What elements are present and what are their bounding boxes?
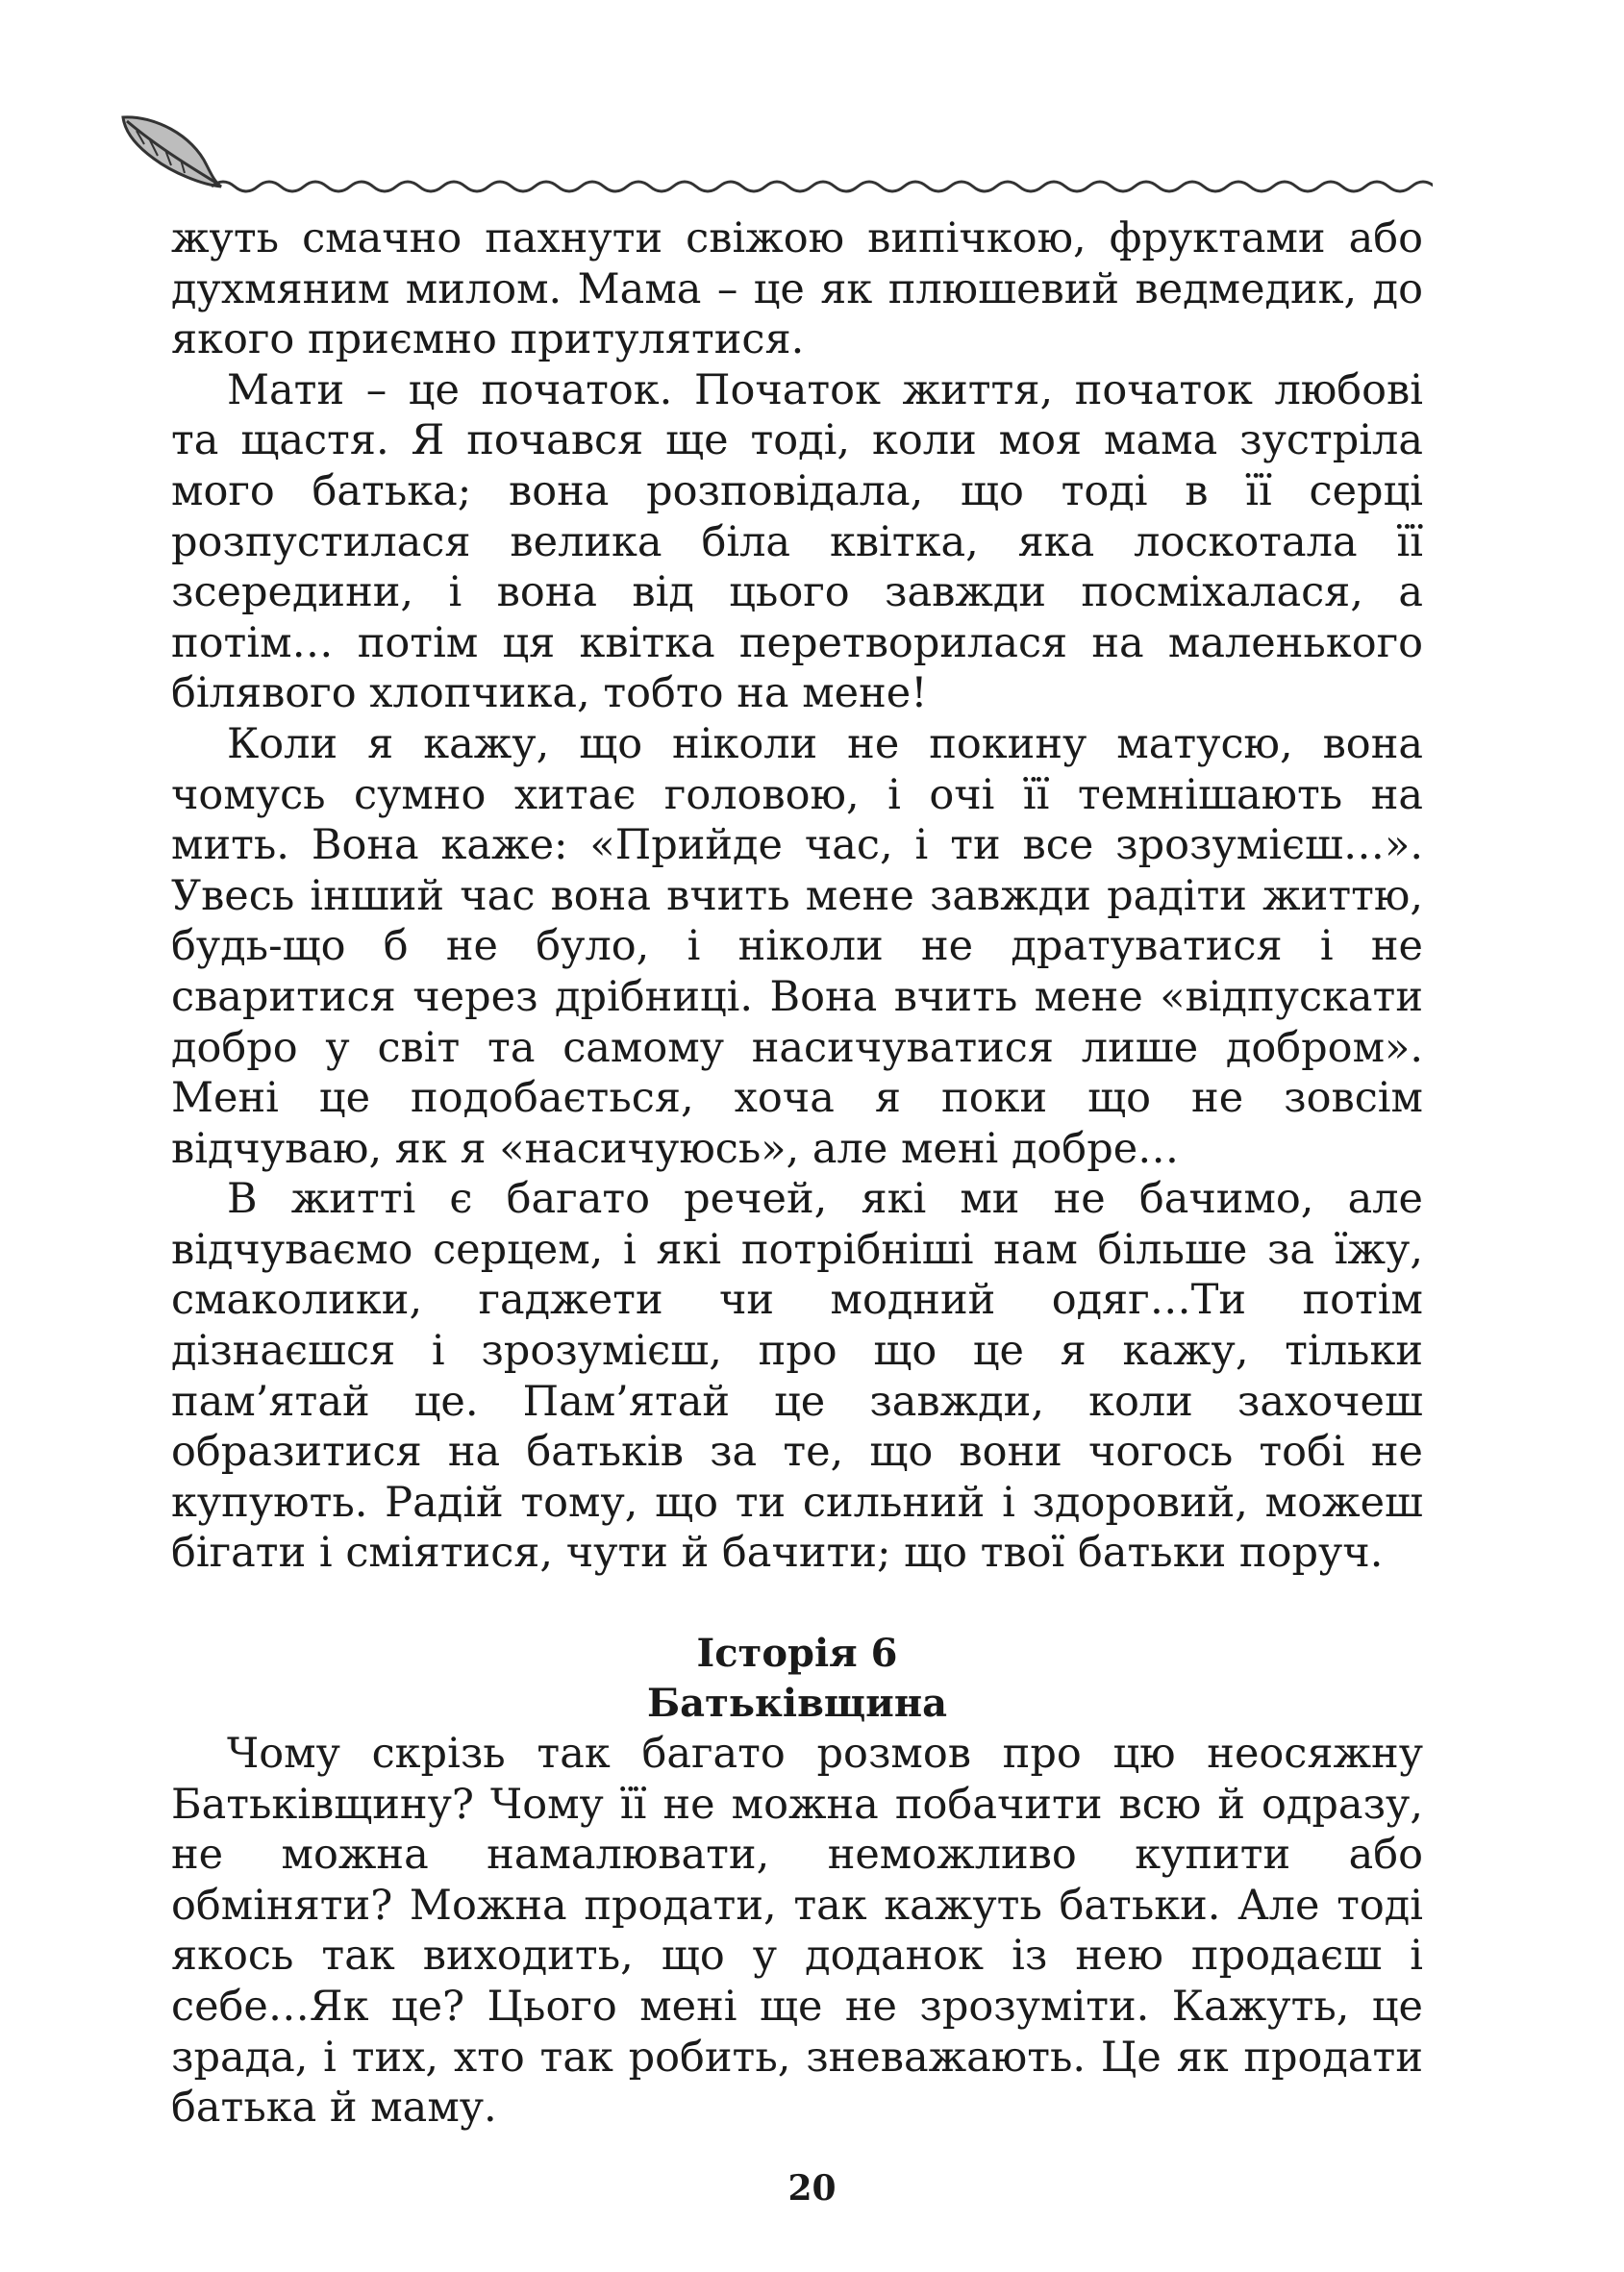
page-number: 20: [787, 2168, 837, 2209]
page-body: [171, 213, 1423, 2134]
paragraph-continuation: жуть смачно пахнути свіжою випічкою, фруктами або духмяним милом. Мама – це як плюшевий ведмедик, до якого приємно притулятися.: [171, 214, 1423, 364]
story-title: Батьківщина: [646, 1681, 948, 1727]
paragraph: В житті є багато речей, які ми не бачимо, але відчуваємо серцем, і які потрібніші нам більше за їжу, смаколики, гаджети чи модний одяг…Ти потім дізнаєшся і зрозумієш, про що це я кажу, тільки пам’ятай це. Пам’ятай це завжди, коли захочеш образитися на батьків за те, що вони чогось тобі не купують. Радій тому, що ти сильний і здоровий, можеш бігати і сміятися, чути й бачити; що твої батьки поруч.: [171, 1175, 1423, 1578]
paragraph: Чому скрізь так багато розмов про цю неосяжну Батьківщину? Чому її не можна побачити всю й одразу, не можна намалювати, неможливо купити або обміняти? Можна продати, так кажуть батьки. Але тоді якось так виходить, що у доданок із нею продаєш і себе…Як це? Цього мені ще не зрозуміти. Кажуть, це зрада, і тих, хто так робить, зневажають. Це як продати батька й маму.: [171, 1730, 1423, 2133]
feather-icon: [123, 117, 221, 187]
paragraph: Мати – це початок. Початок життя, початок любові та щастя. Я почався ще тоді, коли моя мама зустріла мого батька; вона розповідала, що тоді в її серці розпустилася велика біла квітка, яка лоскотала її зсередини, і вона від цього завжди посміхалася, а потім… потім ця квітка перетворилася на маленького білявого хлопчика, тобто на мене!: [171, 365, 1423, 718]
story-number: Історія 6: [696, 1631, 898, 1677]
header-ornament: [115, 106, 1433, 202]
story-heading: [171, 1629, 1423, 1729]
wavy-rule: [212, 182, 1433, 191]
paragraph: Коли я кажу, що ніколи не покину матусю, вона чомусь сумно хитає головою, і очі її темнішають на мить. Вона каже: «Прийде час, і ти все зрозумієш…». Увесь інший час вона вчить мене завжди радіти життю, будь-що б не було, і ніколи не дратуватися і не сваритися через дрібниці. Вона вчить мене «відпускати добро у світ та самому насичуватися лише добром». Мені це подобається, хоча я поки що не зовсім відчуваю, як я «насичуюсь», але мені добре…: [171, 719, 1423, 1173]
